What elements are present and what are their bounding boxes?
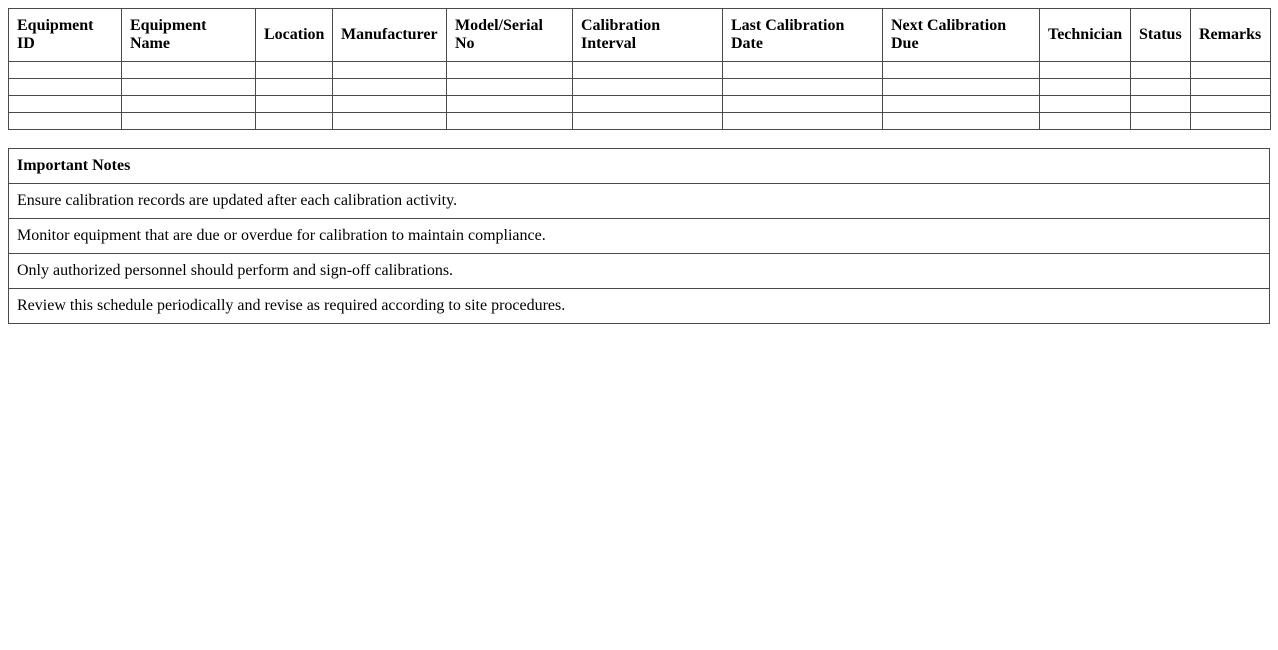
important-notes-table [8, 148, 1270, 324]
notes-heading: Important Notes [9, 149, 1270, 184]
column-header-location: Location [256, 9, 333, 62]
table-cell [723, 113, 883, 130]
table-cell [573, 113, 723, 130]
column-header-manufacturer: Manufacturer [333, 9, 447, 62]
column-header-equipment-name: Equipment Name [122, 9, 256, 62]
table-cell [9, 113, 122, 130]
table-cell [723, 62, 883, 79]
notes-heading-row [9, 149, 1270, 184]
table-cell [9, 96, 122, 113]
table-cell [122, 113, 256, 130]
table-cell [1040, 79, 1131, 96]
table-row [9, 113, 1271, 130]
table-cell [256, 113, 333, 130]
table-cell [1040, 113, 1131, 130]
table-cell [883, 96, 1040, 113]
note-row [9, 289, 1270, 324]
table-cell [1040, 96, 1131, 113]
column-header-calibration-interval: Calibration Interval [573, 9, 723, 62]
table-cell [573, 79, 723, 96]
table-cell [1131, 62, 1191, 79]
note-row [9, 254, 1270, 289]
note-item: Ensure calibration records are updated after each calibration activity. [9, 184, 1270, 219]
table-row [9, 62, 1271, 79]
calibration-schedule-table [8, 8, 1271, 130]
table-cell [333, 113, 447, 130]
table-cell [122, 79, 256, 96]
note-item: Review this schedule periodically and revise as required according to site procedures. [9, 289, 1270, 324]
note-row [9, 219, 1270, 254]
table-cell [447, 113, 573, 130]
table-row [9, 96, 1271, 113]
table-cell [1131, 79, 1191, 96]
column-header-last-calibration-date: Last Calibration Date [723, 9, 883, 62]
column-header-status: Status [1131, 9, 1191, 62]
column-header-model-serial: Model/Serial No [447, 9, 573, 62]
table-row [9, 79, 1271, 96]
table-cell [256, 79, 333, 96]
table-cell [1191, 62, 1271, 79]
column-header-equipment-id: Equipment ID [9, 9, 122, 62]
table-cell [573, 62, 723, 79]
note-row [9, 184, 1270, 219]
table-cell [1191, 96, 1271, 113]
table-cell [723, 96, 883, 113]
table-cell [333, 79, 447, 96]
table-cell [447, 62, 573, 79]
table-cell [9, 79, 122, 96]
table-cell [256, 62, 333, 79]
table-cell [9, 62, 122, 79]
table-cell [883, 113, 1040, 130]
table-cell [1131, 96, 1191, 113]
table-cell [1131, 113, 1191, 130]
column-header-remarks: Remarks [1191, 9, 1271, 62]
table-cell [883, 79, 1040, 96]
table-cell [1040, 62, 1131, 79]
table-cell [333, 62, 447, 79]
table-cell [723, 79, 883, 96]
table-cell [1191, 113, 1271, 130]
column-header-technician: Technician [1040, 9, 1131, 62]
table-cell [573, 96, 723, 113]
table-cell [256, 96, 333, 113]
table-cell [447, 96, 573, 113]
table-cell [333, 96, 447, 113]
table-cell [122, 96, 256, 113]
table-header-row [9, 9, 1271, 62]
table-cell [883, 62, 1040, 79]
table-cell [122, 62, 256, 79]
table-cell [447, 79, 573, 96]
column-header-next-calibration-due: Next Calibration Due [883, 9, 1040, 62]
note-item: Only authorized personnel should perform and sign-off calibrations. [9, 254, 1270, 289]
note-item: Monitor equipment that are due or overdue for calibration to maintain compliance. [9, 219, 1270, 254]
table-cell [1191, 79, 1271, 96]
